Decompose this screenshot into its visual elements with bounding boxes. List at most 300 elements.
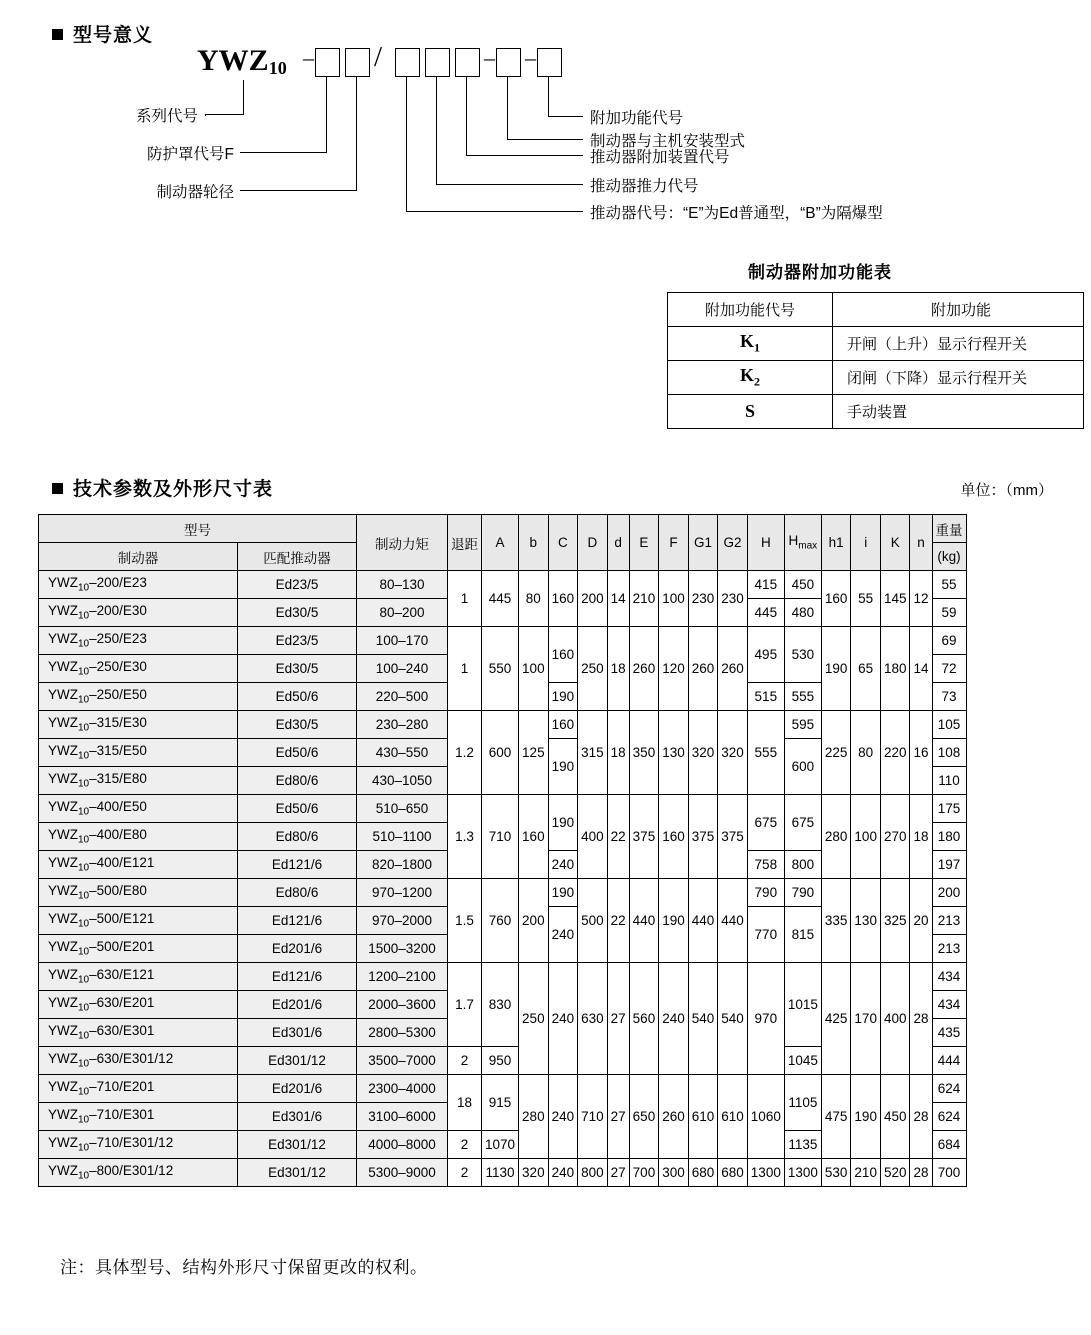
- cell-torque: 100–170: [357, 627, 448, 655]
- cell-model: $YWZ_{10}-400/E80$: [39, 823, 238, 851]
- cell-weight: 700: [932, 1159, 966, 1187]
- cell-C: 240: [548, 1075, 578, 1159]
- cell-b: 320: [519, 1159, 549, 1187]
- callout-pusher-attach: 推动器附加装置代号: [590, 149, 730, 166]
- cell-A: 1070: [482, 1131, 519, 1159]
- cell-weight: 180: [932, 823, 966, 851]
- fn-desc-k2: 闭闸（下降）显示行程开关: [833, 361, 1084, 395]
- leader-line-thrust-h: [436, 184, 583, 185]
- cell-Hmax: 530: [784, 627, 821, 683]
- cell-h1: 425: [821, 963, 851, 1075]
- cell-torque: 3500–7000: [357, 1047, 448, 1075]
- col-h1: h1: [821, 515, 851, 571]
- cell-torque: 510–1100: [357, 823, 448, 851]
- cell-d: 18: [607, 627, 629, 711]
- cell-pusher: Ed301/6: [238, 1103, 357, 1131]
- cell-pusher: Ed80/6: [238, 879, 357, 907]
- cell-model: $YWZ_{10}-250/E23$: [39, 627, 238, 655]
- cell-torque: 80–130: [357, 571, 448, 599]
- cell-d: 18: [607, 711, 629, 795]
- cell-Hmax: 1135: [784, 1131, 821, 1159]
- cell-pusher: Ed301/12: [238, 1131, 357, 1159]
- footer-note: 注：具体型号、结构外形尺寸保留更改的权利。: [60, 1258, 428, 1277]
- cell-D: 630: [578, 963, 608, 1075]
- cell-E: 375: [629, 795, 659, 879]
- cell-pusher: Ed201/6: [238, 991, 357, 1019]
- cell-K: 270: [880, 795, 910, 879]
- cell-n: 14: [910, 627, 932, 711]
- cell-model: $YWZ_{10}-315/E50$: [39, 739, 238, 767]
- leader-line-mount: [507, 77, 508, 139]
- cell-G2: 320: [718, 711, 748, 795]
- col-A: A: [482, 515, 519, 571]
- cell-weight: 108: [932, 739, 966, 767]
- cell-D: 800: [578, 1159, 608, 1187]
- cell-Hmax: 1045: [784, 1047, 821, 1075]
- cell-n: 20: [910, 879, 932, 963]
- cell-A: 600: [482, 711, 519, 795]
- cell-model: $YWZ_{10}-200/E23$: [39, 571, 238, 599]
- cell-pusher: Ed23/5: [238, 571, 357, 599]
- cell-model: $YWZ_{10}-500/E121$: [39, 907, 238, 935]
- cell-C: 240: [548, 907, 578, 963]
- cell-pusher: Ed121/6: [238, 851, 357, 879]
- cell-b: 125: [519, 711, 549, 795]
- model-code-diagram: [0, 30, 1091, 230]
- cell-torque: 230–280: [357, 711, 448, 739]
- cell-Hmax: 600: [784, 739, 821, 795]
- code-box-7: [537, 48, 562, 77]
- table-row: [39, 627, 967, 655]
- cell-i: 100: [851, 795, 881, 879]
- cell-Hmax: 815: [784, 907, 821, 963]
- cell-weight: 434: [932, 991, 966, 1019]
- cell-K: 450: [880, 1075, 910, 1159]
- callout-addfn: 附加功能代号: [590, 110, 684, 127]
- cell-pusher: Ed301/6: [238, 1019, 357, 1047]
- cell-i: 170: [851, 963, 881, 1075]
- cell-i: 55: [851, 571, 881, 627]
- cell-K: 325: [880, 879, 910, 963]
- cell-pusher: Ed80/6: [238, 767, 357, 795]
- cell-D: 500: [578, 879, 608, 963]
- cell-torque: 2300–4000: [357, 1075, 448, 1103]
- col-C: C: [548, 515, 578, 571]
- cell-C: 240: [548, 963, 578, 1075]
- col-torque: 制动力矩: [357, 515, 448, 571]
- cell-F: 240: [659, 963, 689, 1075]
- cell-E: 440: [629, 879, 659, 963]
- cell-D: 250: [578, 627, 608, 711]
- cell-model: $YWZ_{10}-710/E301/12$: [39, 1131, 238, 1159]
- table-row-header: [668, 293, 1084, 327]
- cell-pusher: Ed23/5: [238, 627, 357, 655]
- code-box-2: [345, 48, 370, 77]
- cell-gap: 2: [448, 1159, 482, 1187]
- cell-b: 280: [519, 1075, 549, 1159]
- leader-tick-series: [205, 114, 206, 116]
- col-gap: 退距: [448, 515, 482, 571]
- cell-C: 190: [548, 879, 578, 907]
- cell-F: 120: [659, 627, 689, 711]
- square-bullet-icon: [52, 483, 63, 494]
- cell-F: 300: [659, 1159, 689, 1187]
- cell-pusher: Ed50/6: [238, 683, 357, 711]
- fn-code-k1: $K_1$: [668, 327, 833, 361]
- cell-C: 190: [548, 739, 578, 795]
- cell-h1: 225: [821, 711, 851, 795]
- cell-weight: 69: [932, 627, 966, 655]
- cell-torque: 4000–8000: [357, 1131, 448, 1159]
- cell-n: 18: [910, 795, 932, 879]
- table-row: [39, 711, 967, 739]
- cell-H: 1060: [747, 1075, 784, 1159]
- cell-h1: 335: [821, 879, 851, 963]
- col-i: i: [851, 515, 881, 571]
- cell-torque: 5300–9000: [357, 1159, 448, 1187]
- callout-pusher-code: 推动器代号：“E”为Ed普通型，“B”为隔爆型: [590, 205, 883, 222]
- cell-pusher: Ed201/6: [238, 1075, 357, 1103]
- cell-C: 240: [548, 851, 578, 879]
- col-D: D: [578, 515, 608, 571]
- cell-i: 210: [851, 1159, 881, 1187]
- cell-H: 790: [747, 879, 784, 907]
- cell-weight: 200: [932, 879, 966, 907]
- cell-pusher: Ed50/6: [238, 739, 357, 767]
- callout-thrust: 推动器推力代号: [590, 178, 699, 195]
- callout-wheel: 制动器轮径: [156, 184, 234, 201]
- leader-line-pusher-code-h: [406, 211, 583, 212]
- cell-model: $YWZ_{10}-250/E30$: [39, 655, 238, 683]
- cell-Hmax: 1300: [784, 1159, 821, 1187]
- cell-b: 80: [519, 571, 549, 627]
- cell-torque: 100–240: [357, 655, 448, 683]
- cell-E: 350: [629, 711, 659, 795]
- leader-line-mount-h: [507, 139, 583, 140]
- table-row: [668, 361, 1084, 395]
- cell-C: 190: [548, 683, 578, 711]
- cell-E: 650: [629, 1075, 659, 1159]
- cell-G1: 540: [688, 963, 718, 1075]
- cell-torque: 3100–6000: [357, 1103, 448, 1131]
- table-row: [39, 795, 967, 823]
- cell-H: 770: [747, 907, 784, 963]
- cell-b: 100: [519, 627, 549, 711]
- cell-gap: 1: [448, 571, 482, 627]
- cell-b: 160: [519, 795, 549, 879]
- leader-line-cover-h: [240, 152, 327, 153]
- leader-line-addfn: [548, 77, 549, 116]
- leader-line-series-h: [205, 114, 244, 115]
- cell-F: 130: [659, 711, 689, 795]
- table-row: [39, 1075, 967, 1103]
- table-row: [39, 879, 967, 907]
- col-weight: 重量: [932, 515, 966, 543]
- cell-pusher: Ed201/6: [238, 935, 357, 963]
- cell-model: $YWZ_{10}-200/E30$: [39, 599, 238, 627]
- cell-gap: 1.3: [448, 795, 482, 879]
- cell-K: 220: [880, 711, 910, 795]
- cell-torque: 1500–3200: [357, 935, 448, 963]
- cell-torque: 430–550: [357, 739, 448, 767]
- cell-i: 130: [851, 879, 881, 963]
- section-heading-params: [52, 474, 273, 501]
- cell-Hmax: 555: [784, 683, 821, 711]
- cell-C: 160: [548, 711, 578, 739]
- cell-K: 520: [880, 1159, 910, 1187]
- cell-h1: 160: [821, 571, 851, 627]
- cell-G1: 680: [688, 1159, 718, 1187]
- col-Hmax: $H_{max}$: [784, 515, 821, 571]
- cell-weight: 213: [932, 907, 966, 935]
- fn-code-k2: $K_2$: [668, 361, 833, 395]
- cell-i: 80: [851, 711, 881, 795]
- cell-H: 515: [747, 683, 784, 711]
- cell-model: $YWZ_{10}-630/E301$: [39, 1019, 238, 1047]
- code-box-4: [425, 48, 450, 77]
- cell-torque: 1200–2100: [357, 963, 448, 991]
- cell-weight: 197: [932, 851, 966, 879]
- cell-gap: 1.2: [448, 711, 482, 795]
- cell-pusher: Ed50/6: [238, 795, 357, 823]
- col-weight-unit: (kg): [932, 543, 966, 571]
- code-box-5: [455, 48, 480, 77]
- cell-F: 160: [659, 795, 689, 879]
- cell-pusher: Ed301/12: [238, 1159, 357, 1187]
- col-brake: 制动器: [39, 543, 238, 571]
- cell-A: 915: [482, 1075, 519, 1131]
- cell-G1: 320: [688, 711, 718, 795]
- cell-C: 160: [548, 571, 578, 627]
- cell-A: 760: [482, 879, 519, 963]
- col-model: 型号: [39, 515, 357, 543]
- col-n: n: [910, 515, 932, 571]
- col-E: E: [629, 515, 659, 571]
- cell-C: 240: [548, 1159, 578, 1187]
- cell-H: 445: [747, 599, 784, 627]
- cell-Hmax: 1105: [784, 1075, 821, 1131]
- cell-model: $YWZ_{10}-315/E80$: [39, 767, 238, 795]
- code-dash-2: –: [484, 45, 495, 70]
- section-title-text: 技术参数及外形尺寸表: [73, 479, 274, 500]
- cell-A: 950: [482, 1047, 519, 1075]
- cell-pusher: Ed30/5: [238, 655, 357, 683]
- cell-H: 675: [747, 795, 784, 851]
- cell-H: 555: [747, 711, 784, 795]
- cell-torque: 2000–3600: [357, 991, 448, 1019]
- cell-d: 27: [607, 1159, 629, 1187]
- cell-torque: 820–1800: [357, 851, 448, 879]
- cell-model: $YWZ_{10}-400/E50$: [39, 795, 238, 823]
- cell-torque: 510–650: [357, 795, 448, 823]
- col-d: d: [607, 515, 629, 571]
- cell-G2: 680: [718, 1159, 748, 1187]
- cell-Hmax: 480: [784, 599, 821, 627]
- cell-weight: 624: [932, 1103, 966, 1131]
- cell-Hmax: 790: [784, 879, 821, 907]
- cell-weight: 72: [932, 655, 966, 683]
- cell-gap: 18: [448, 1075, 482, 1131]
- fn-header-desc: 附加功能: [833, 293, 1084, 327]
- cell-gap: 1: [448, 627, 482, 711]
- cell-model: $YWZ_{10}-710/E201$: [39, 1075, 238, 1103]
- cell-C: 190: [548, 795, 578, 851]
- cell-n: 12: [910, 571, 932, 627]
- cell-weight: 105: [932, 711, 966, 739]
- cell-torque: 970–2000: [357, 907, 448, 935]
- cell-pusher: Ed301/12: [238, 1047, 357, 1075]
- table-row: [668, 395, 1084, 429]
- cell-H: 415: [747, 571, 784, 599]
- code-dash-1: –: [303, 45, 314, 70]
- cell-G2: 440: [718, 879, 748, 963]
- cell-model: $YWZ_{10}-630/E201$: [39, 991, 238, 1019]
- cell-G1: 260: [688, 627, 718, 711]
- leader-line-pusher-attach-h: [466, 155, 583, 156]
- cell-pusher: Ed121/6: [238, 963, 357, 991]
- cell-weight: 213: [932, 935, 966, 963]
- cell-G2: 230: [718, 571, 748, 627]
- cell-i: 65: [851, 627, 881, 711]
- cell-model: $YWZ_{10}-630/E301/12$: [39, 1047, 238, 1075]
- table-row: [39, 571, 967, 599]
- cell-model: $YWZ_{10}-400/E121$: [39, 851, 238, 879]
- cell-G1: 375: [688, 795, 718, 879]
- cell-model: $YWZ_{10}-630/E121$: [39, 963, 238, 991]
- cell-F: 100: [659, 571, 689, 627]
- cell-Hmax: 450: [784, 571, 821, 599]
- cell-h1: 475: [821, 1075, 851, 1159]
- cell-A: 1130: [482, 1159, 519, 1187]
- cell-A: 710: [482, 795, 519, 879]
- leader-line-wheel: [356, 77, 357, 190]
- cell-model: $YWZ_{10}-315/E30$: [39, 711, 238, 739]
- leader-line-thrust: [436, 77, 437, 184]
- cell-d: 22: [607, 879, 629, 963]
- cell-G1: 230: [688, 571, 718, 627]
- col-G1: G1: [688, 515, 718, 571]
- cell-H: 1300: [747, 1159, 784, 1187]
- cell-E: 260: [629, 627, 659, 711]
- cell-Hmax: 800: [784, 851, 821, 879]
- leader-line-wheel-h: [240, 190, 357, 191]
- cell-G2: 375: [718, 795, 748, 879]
- table-header-row-1: [39, 515, 967, 543]
- cell-weight: 59: [932, 599, 966, 627]
- col-pusher: 匹配推动器: [238, 543, 357, 571]
- cell-G2: 540: [718, 963, 748, 1075]
- fn-desc-k1: 开闸（上升）显示行程开关: [833, 327, 1084, 361]
- cell-d: 27: [607, 1075, 629, 1159]
- unit-note: 单位：（mm）: [960, 482, 1053, 499]
- cell-model: $YWZ_{10}-500/E201$: [39, 935, 238, 963]
- cell-F: 190: [659, 879, 689, 963]
- cell-pusher: Ed30/5: [238, 711, 357, 739]
- table-row: [39, 963, 967, 991]
- fn-code-s: S: [668, 395, 833, 429]
- cell-d: 27: [607, 963, 629, 1075]
- cell-C: 160: [548, 627, 578, 683]
- fn-table-title: 制动器附加功能表: [748, 263, 892, 282]
- cell-gap: 1.7: [448, 963, 482, 1047]
- col-G2: G2: [718, 515, 748, 571]
- cell-torque: 970–1200: [357, 879, 448, 907]
- cell-model: $YWZ_{10}-710/E301$: [39, 1103, 238, 1131]
- cell-weight: 684: [932, 1131, 966, 1159]
- cell-H: 495: [747, 627, 784, 683]
- cell-h1: 280: [821, 795, 851, 879]
- cell-gap: 2: [448, 1047, 482, 1075]
- callout-series: 系列代号: [135, 108, 198, 125]
- cell-weight: 175: [932, 795, 966, 823]
- cell-G2: 610: [718, 1075, 748, 1159]
- cell-d: 22: [607, 795, 629, 879]
- cell-H: 758: [747, 851, 784, 879]
- cell-weight: 434: [932, 963, 966, 991]
- code-box-3: [395, 48, 420, 77]
- cell-D: 400: [578, 795, 608, 879]
- cell-E: 560: [629, 963, 659, 1075]
- cell-n: 28: [910, 963, 932, 1075]
- table-row: [668, 327, 1084, 361]
- cell-A: 550: [482, 627, 519, 711]
- table-row: [39, 1159, 967, 1187]
- cell-K: 180: [880, 627, 910, 711]
- cell-weight: 624: [932, 1075, 966, 1103]
- cell-n: 16: [910, 711, 932, 795]
- cell-E: 210: [629, 571, 659, 627]
- cell-weight: 55: [932, 571, 966, 599]
- cell-G1: 610: [688, 1075, 718, 1159]
- cell-G1: 440: [688, 879, 718, 963]
- code-box-6: [496, 48, 521, 77]
- col-H: H: [747, 515, 784, 571]
- cell-D: 200: [578, 571, 608, 627]
- leader-line-series: [243, 80, 244, 114]
- cell-weight: 73: [932, 683, 966, 711]
- parameters-table: [38, 514, 967, 1187]
- additional-function-table: [667, 292, 1084, 429]
- cell-h1: 190: [821, 627, 851, 711]
- cell-G2: 260: [718, 627, 748, 711]
- cell-A: 445: [482, 571, 519, 627]
- leader-line-pusher-attach: [466, 77, 467, 155]
- cell-gap: 1.5: [448, 879, 482, 963]
- cell-H: 970: [747, 963, 784, 1075]
- cell-model: $YWZ_{10}-250/E50$: [39, 683, 238, 711]
- col-b: b: [519, 515, 549, 571]
- cell-pusher: Ed121/6: [238, 907, 357, 935]
- cell-Hmax: 595: [784, 711, 821, 739]
- cell-n: 28: [910, 1159, 932, 1187]
- cell-torque: 220–500: [357, 683, 448, 711]
- cell-Hmax: 675: [784, 795, 821, 851]
- cell-weight: 444: [932, 1047, 966, 1075]
- parameters-table-body: [39, 571, 967, 1187]
- cell-weight: 435: [932, 1019, 966, 1047]
- callout-mount: 制动器与主机安装型式: [590, 133, 746, 150]
- cell-pusher: Ed30/5: [238, 599, 357, 627]
- cell-D: 710: [578, 1075, 608, 1159]
- cell-h1: 530: [821, 1159, 851, 1187]
- cell-model: $YWZ_{10}-800/E301/12$: [39, 1159, 238, 1187]
- cell-b: 250: [519, 963, 549, 1075]
- cell-K: 145: [880, 571, 910, 627]
- cell-model: $YWZ_{10}-500/E80$: [39, 879, 238, 907]
- cell-torque: 430–1050: [357, 767, 448, 795]
- cell-A: 830: [482, 963, 519, 1047]
- cell-gap: 2: [448, 1131, 482, 1159]
